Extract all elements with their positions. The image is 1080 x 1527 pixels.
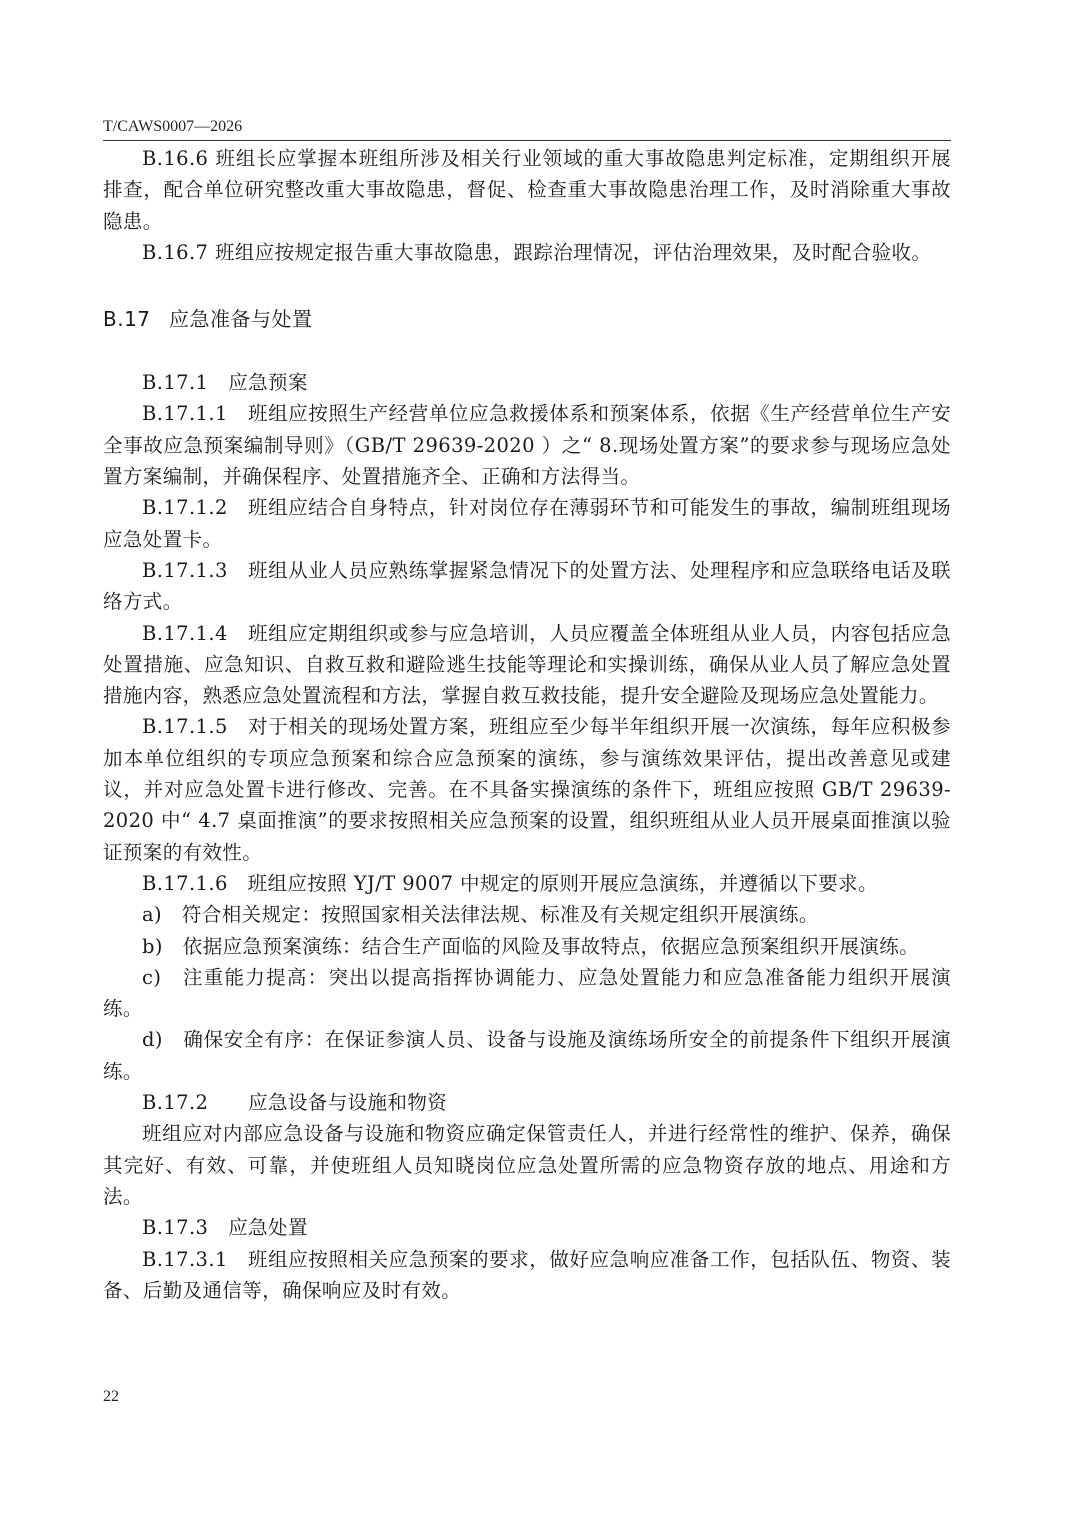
section-number: B.17: [103, 307, 151, 332]
list-item-a: a) 符合相关规定：按照国家相关法律法规、标准及有关规定组织开展演练。: [142, 903, 819, 927]
list-item-c: c) 注重能力提高：突出以提高指挥协调能力、应急处置能力和应急准备能力组织开展演练。: [103, 965, 951, 1021]
clause-b17-1-6: B.17.1.6 班组应按照 YJ/T 9007 中规定的原则开展应急演练，并遵循以下要求。: [142, 871, 878, 895]
document-code: T/CAWS0007—2026: [103, 118, 243, 135]
clause-b17-2: B.17.2 应急设备与设施和物资: [142, 1091, 448, 1115]
clause-b17-1-5: B.17.1.5 对于相关的现场处置方案，班组应至少每半年组织开展一次演练，每年应积极参加本单位组织的专项应急预案和综合应急预案的演练，参与演练效果评估，提出改善意见或建议，并对应急处置卡进行修改、完善。在不具备实操演练的条件下，班组应按照 GB/T 29639-2020 中“ 4.7 桌面推演”的要求按照相关应急预案的设置，组织班组从业人员开展桌面推演以验证预案的有效性。: [103, 715, 951, 864]
clause-b17-3: B.17.3 应急处置: [142, 1216, 308, 1240]
list-item-b: b) 依据应急预案演练：结合生产面临的风险及事故特点，依据应急预案组织开展演练。: [142, 934, 920, 958]
section-heading: [103, 305, 951, 333]
clause-b17-1: B.17.1 应急预案: [142, 371, 308, 395]
clause-b17-2-body: 班组应对内部应急设备与设施和物资应确定保管责任人，并进行经常性的维护、保养，确保其完好、有效、可靠，并使班组人员知晓岗位应急处置所需的应急物资存放的地点、用途和方法。: [103, 1122, 951, 1208]
section-title: 应急准备与处置: [169, 307, 313, 332]
clause-b16-6: B.16.6 班组长应掌握本班组所涉及相关行业领域的重大事故隐患判定标准，定期组织开展排查，配合单位研究整改重大事故隐患，督促、检查重大事故隐患治理工作，及时消除重大事故隐患。: [103, 147, 951, 233]
clause-b16-7: B.16.7 班组应按规定报告重大事故隐患，跟踪治理情况，评估治理效果，及时配合验收。: [142, 240, 932, 264]
clause-b17-1-2: B.17.1.2 班组应结合自身特点，针对岗位存在薄弱环节和可能发生的事故，编制班组现场应急处置卡。: [103, 496, 951, 551]
clause-b17-1-4: B.17.1.4 班组应定期组织或参与应急培训，人员应覆盖全体班组从业人员，内容包括应急处置措施、应急知识、自救互救和避险逃生技能等理论和实操训练，确保从业人员了解应急处置措施内容，熟悉应急处置流程和方法，掌握自救互救技能，提升安全避险及现场应急处置能力。: [103, 621, 951, 708]
list-item-d: d) 确保安全有序：在保证参演人员、设备与设施及演练场所安全的前提条件下组织开展演练。: [103, 1028, 951, 1083]
header-rule: [103, 140, 951, 141]
clause-b17-1-1: B.17.1.1 班组应按照生产经营单位应急救援体系和预案体系，依据《生产经营单位生产安全事故应急预案编制导则》（GB/T 29639-2020 ）之“ 8.现场处置方案”的要求参与现场应急处置方案编制，并确保程序、处置措施齐全、正确和方法得当。: [103, 402, 951, 489]
clause-b17-3-1: B.17.3.1 班组应按照相关应急预案的要求，做好应急响应准备工作，包括队伍、物资、装备、后勤及通信等，确保响应及时有效。: [103, 1247, 951, 1302]
page-body: [103, 143, 951, 1306]
clause-b17-1-3: B.17.1.3 班组从业人员应熟练掌握紧急情况下的处置方法、处理程序和应急联络电话及联络方式。: [103, 558, 951, 614]
page-number: 22: [103, 1388, 119, 1405]
